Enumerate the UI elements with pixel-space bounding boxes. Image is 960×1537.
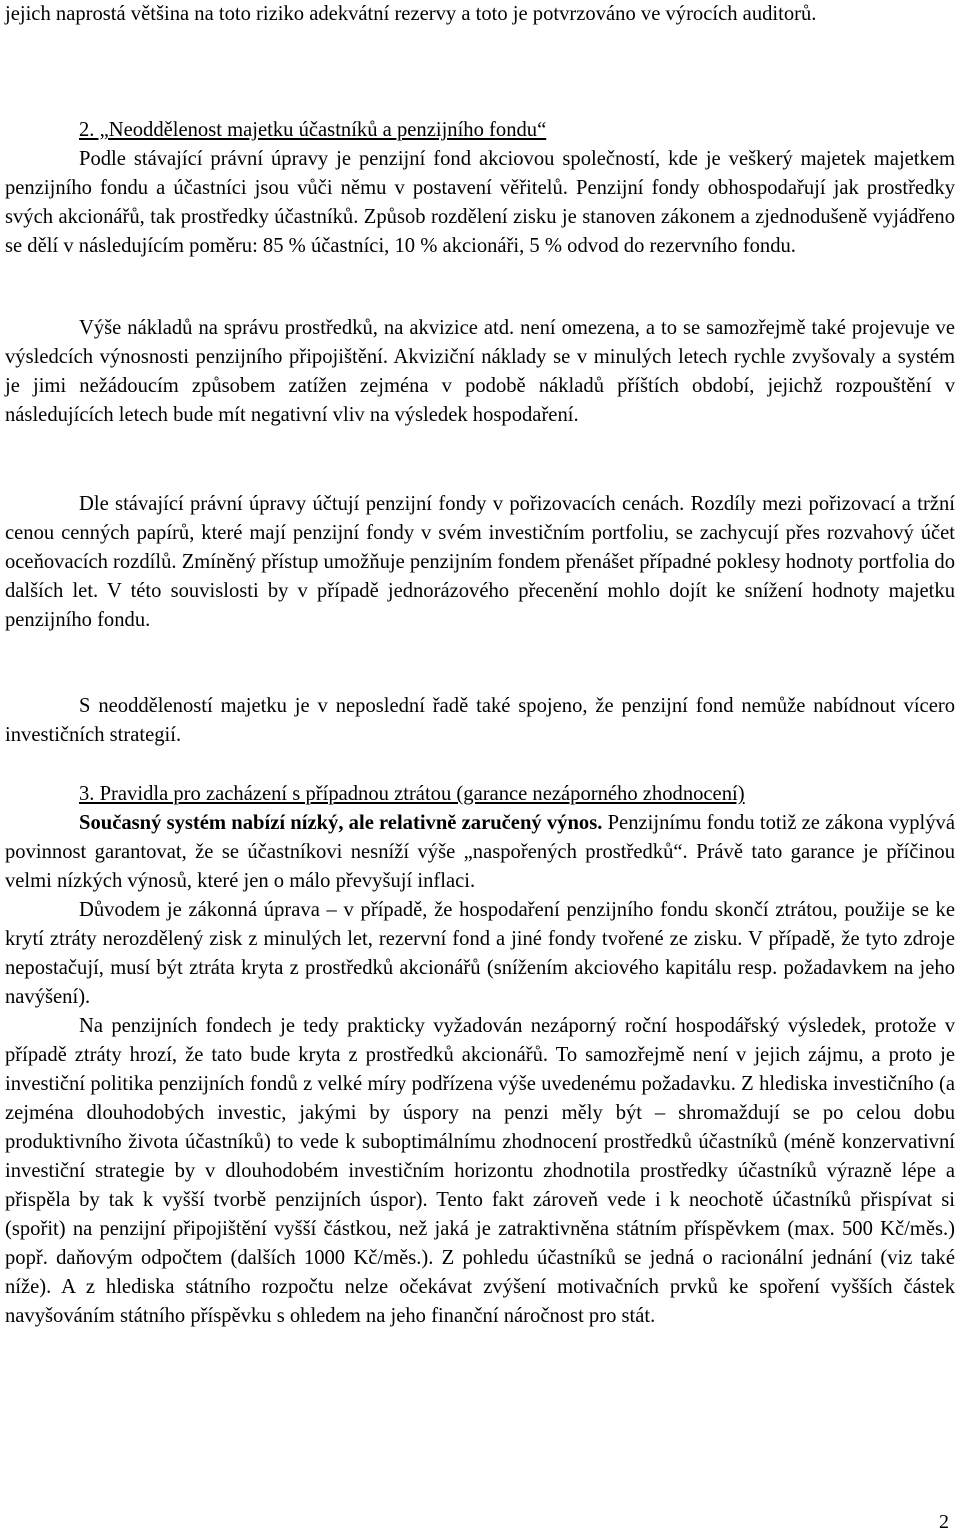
section-3-paragraph-1-rest: Penzijnímu fondu totiž ze zákona vyplývá povinnost garantovat, že se účastníkovi nesníží výše „naspořených prostředků“. Právě tato garance je příčinou velmi nízkých výnosů, které jen o málo převyšují inflaci. [5,812,955,892]
section-3-bold-lead: Současný systém nabízí nízký, ale relativně zaručený výnos. [79,812,603,834]
section-3-heading [5,780,955,809]
section-2-cont-3 [5,692,955,750]
page-number: 2 [939,1511,949,1533]
section-3-paragraph-3: Na penzijních fondech je tedy prakticky vyžadován nezáporný roční hospodářský výsledek, protože v případě ztráty hrozí, že tato bude kryta z prostředků akcionářů. To samozřejmě není v jejich zájmu, a proto je investiční politika penzijních fondů z velké míry podřízena výše uvedenému požadavku. Z hlediska investičního (a zejména dlouhodobých investic, jakými by úspory na penzi měly být – shromaždují se po celou dobu produktivního života účastníků) to vede k suboptimálnímu zhodnocení prostředků účastníků (méně konzervativní investiční strategie by v dlouhodobém investičním horizontu zhodnotila prostředky účastníků výrazně lépe a přispěla by tak k vyšší tvorbě penzijních úspor). Tento fakt zároveň vede i k neochotě účastníků přispívat si (spořit) na penzijní připojištění vyšší částkou, než jaká je zatraktivněna státním příspěvkem (max. 500 Kč/měs.) popř. daňovým odpočtem (dalších 1000 Kč/měs.). Z pohledu účastníků se jedná o racionální jednání (viz také níže). A z hlediska státního rozpočtu nelze očekávat zvýšení motivačních prvků ke spoření vyšších částek navyšováním státního příspěvku s ohledem na jeho finanční náročnost pro stát. [5,1015,955,1327]
section-2-paragraph-4: S neodděleností majetku je v neposlední řadě také spojeno, že penzijní fond nemůže nabídnout vícero investičních strategií. [5,695,955,746]
section-3-paragraph-2: Důvodem je zákonná úprava – v případě, že hospodaření penzijního fondu skončí ztrátou, použije se ke krytí ztráty nerozdělený zisk z minulých let, rezervní fond a jiné fondy tvořené ze zisku. V případě, že tyto zdroje nepostačují, musí být ztráta kryta z prostředků akcionářů (snížením akciového kapitálu resp. požadavkem na jeho navýšení). [5,899,955,1008]
section-3 [5,780,955,1331]
section-3-heading-text: 3. Pravidla pro zacházení s případnou ztrátou (garance nezáporného zhodnocení) [79,783,745,805]
section-2-cont [5,314,955,430]
section-2-paragraph-1: Podle stávající právní úpravy je penzijní fond akciovou společností, kde je veškerý majetek majetkem penzijního fondu a účastníci jsou vůči němu v postavení věřitelů. Penzijní fondy obhospodařují jak prostředky svých akcionářů, tak prostředky účastníků. Způsob rozdělení zisku je stanoven zákonem a zjednodušeně vyjádřeno se dělí v následujícím poměru: 85 % účastníci, 10 % akcionáři, 5 % odvod do rezervního fondu. [5,148,955,257]
section-2-heading-text: 2. „Neoddělenost majetku účastníků a penzijního fondu“ [79,119,547,141]
section-2-paragraph-3: Dle stávající právní úpravy účtují penzijní fondy v pořizovacích cenách. Rozdíly mezi pořizovací a tržní cenou cenných papírů, které mají penzijní fondy v svém investičním portfoliu, se zachycují přes rozvahový účet oceňovacích rozdílů. Zmíněný přístup umožňuje penzijním fondem přenášet případné poklesy hodnoty portfolia do dalších let. V této souvislosti by v případě jednorázového přecenění mohlo dojít ke snížení hodnoty majetku penzijního fondu. [5,493,955,631]
section-3-paragraph-1 [5,809,955,896]
section-2-paragraph-2: Výše nákladů na správu prostředků, na akvizice atd. není omezena, a to se samozřejmě také projevuje ve výsledcích výnosnosti penzijního připojištění. Akviziční náklady se v minulých letech rychle zvyšovaly a systém je jimi nežádoucím způsobem zatížen zejména v podobě nákladů příštích období, jejichž rozpouštění v následujících letech bude mít negativní vliv na výsledek hospodaření. [5,317,955,426]
section-2-cont-2 [5,490,955,635]
paragraph-continuation: jejich naprostá většina na toto riziko adekvátní rezervy a toto je potvrzováno ve výrocích auditorů. [5,3,817,25]
section-2 [5,116,955,261]
section-2-heading [5,116,955,145]
